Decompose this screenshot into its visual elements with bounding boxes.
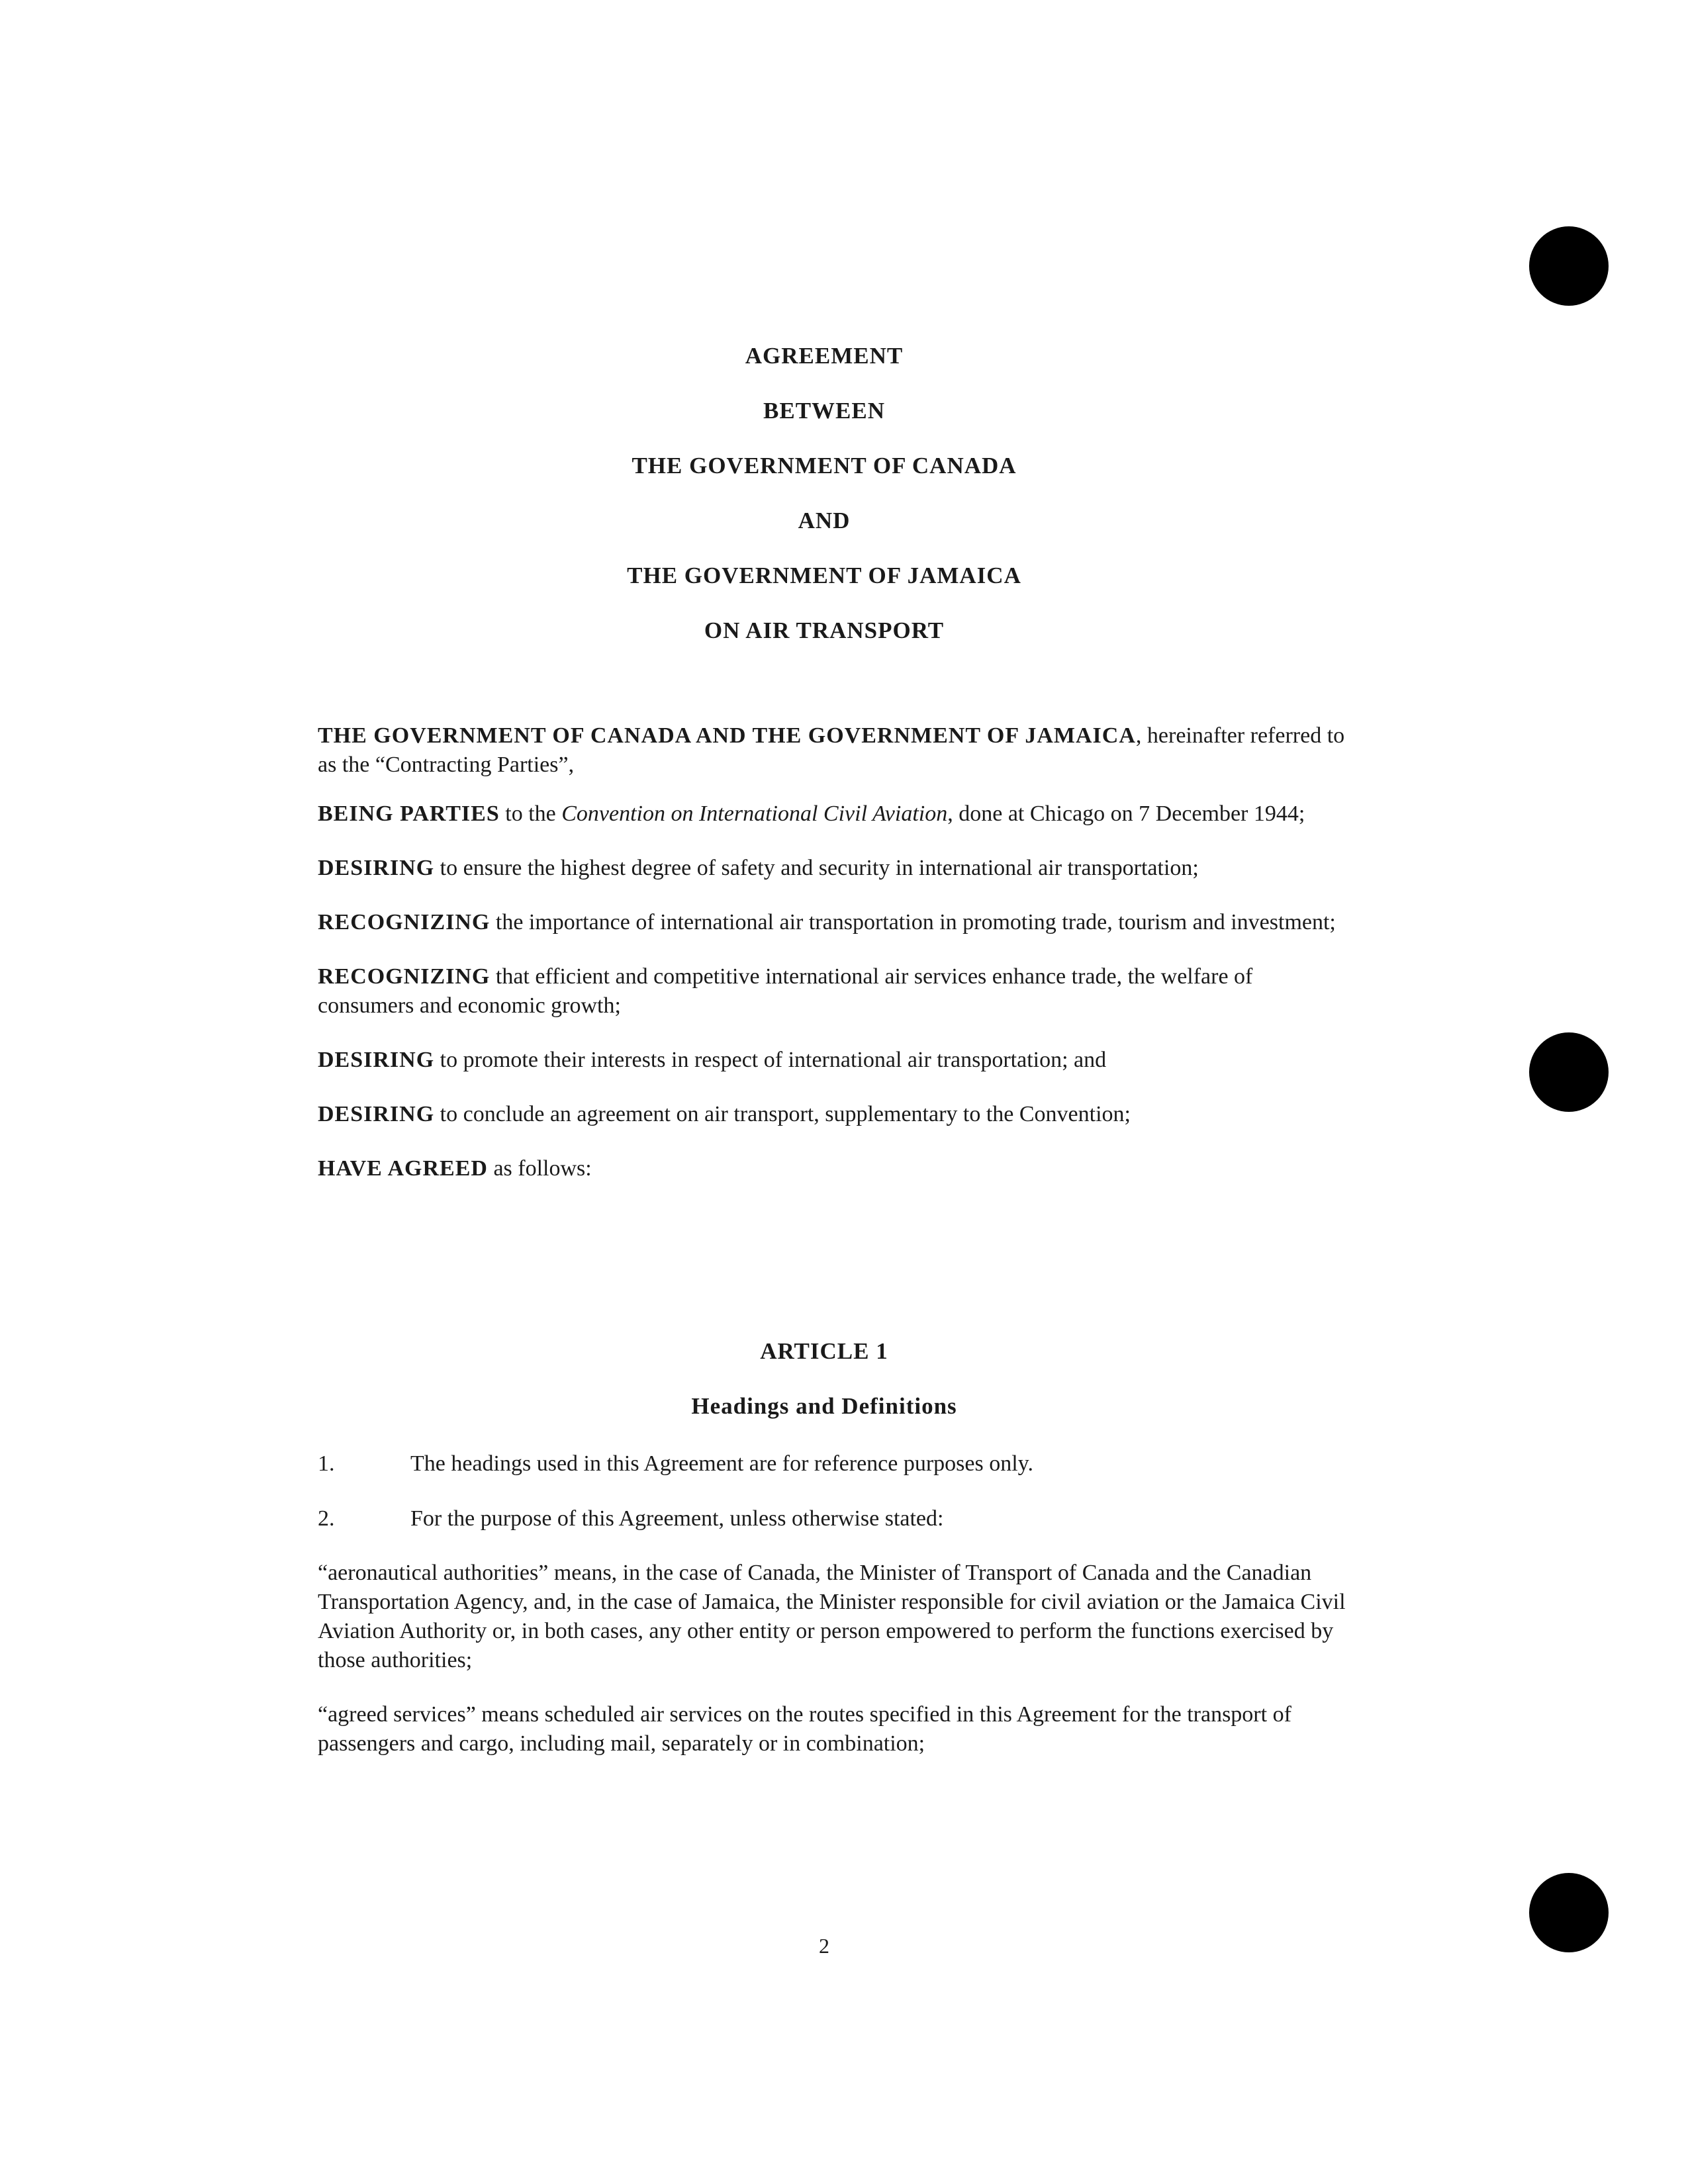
punch-hole-top	[1529, 226, 1609, 306]
clause-text: as follows:	[487, 1156, 592, 1181]
punch-hole-middle	[1529, 1032, 1609, 1112]
title-line: ON AIR TRANSPORT	[704, 617, 945, 643]
numbered-item	[318, 1449, 1350, 1479]
being-bold: BEING PARTIES	[318, 801, 500, 826]
title-line: AGREEMENT	[745, 343, 904, 369]
clause-bold: RECOGNIZING	[318, 964, 491, 989]
page-number: 2	[819, 1934, 829, 1958]
being-pre: to the	[499, 801, 562, 826]
parties-bold: THE GOVERNMENT OF CANADA AND THE GOVERNMENT OF JAMAICA	[318, 723, 1136, 748]
clause-paragraph	[318, 854, 1350, 883]
title-line: THE GOVERNMENT OF CANADA	[632, 453, 1017, 478]
convention-title: Convention on International Civil Aviation	[561, 801, 948, 826]
clause-paragraph	[318, 1100, 1350, 1129]
clause-bold: DESIRING	[318, 856, 435, 880]
clause-text: to ensure the highest degree of safety and security in international air transportation;	[434, 856, 1199, 880]
article-number: ARTICLE 1	[760, 1338, 888, 1364]
clause-bold: DESIRING	[318, 1048, 435, 1072]
parties-rest: , hereinafter referred to as the “Contracting Parties”,	[318, 723, 1345, 777]
clause-text: the importance of international air transportation in promoting trade, tourism and investment;	[490, 910, 1336, 934]
clause-paragraph	[318, 1154, 1350, 1183]
item-number: 2.	[318, 1506, 335, 1531]
item-text: For the purpose of this Agreement, unless otherwise stated:	[410, 1506, 944, 1531]
item-number: 1.	[318, 1451, 335, 1476]
clause-text: to conclude an agreement on air transport, supplementary to the Convention;	[434, 1102, 1131, 1126]
clause-paragraph	[318, 1046, 1350, 1075]
clause-bold: DESIRING	[318, 1102, 435, 1126]
item-text: The headings used in this Agreement are for reference purposes only.	[410, 1451, 1033, 1476]
definitions	[318, 1559, 1350, 1784]
being-parties-paragraph	[318, 799, 1350, 829]
title-line: BETWEEN	[763, 398, 885, 424]
clause-paragraph	[318, 908, 1350, 937]
parties-paragraph	[318, 721, 1350, 780]
title-line: AND	[798, 508, 851, 533]
definition-paragraph: “agreed services” means scheduled air services on the routes specified in this Agreement for the transport of passengers and cargo, including mail, separately or in combination;	[318, 1702, 1291, 1756]
article-title: Headings and Definitions	[691, 1393, 957, 1419]
title-line: THE GOVERNMENT OF JAMAICA	[627, 563, 1021, 588]
clause-bold: RECOGNIZING	[318, 910, 491, 934]
clause-text: to promote their interests in respect of international air transportation; and	[434, 1048, 1107, 1072]
being-post: , done at Chicago on 7 December 1944;	[947, 801, 1305, 826]
clause-text: that efficient and competitive international air services enhance trade, the welfare of consumers and economic growth;	[318, 964, 1253, 1018]
numbered-item	[318, 1504, 1350, 1533]
clause-paragraph	[318, 962, 1350, 1021]
clause-bold: HAVE AGREED	[318, 1156, 488, 1181]
agreement-title	[0, 343, 1648, 672]
definition-paragraph: “aeronautical authorities” means, in the case of Canada, the Minister of Transport of Canada and the Canadian Transportation Agency, and, in the case of Jamaica, the Minister responsible for civil aviation or the Jamaica Civil Aviation Authority or, in both cases, any other entity or person empowered to perform the functions exercised by those authorities;	[318, 1561, 1346, 1672]
preamble	[318, 721, 1350, 1208]
